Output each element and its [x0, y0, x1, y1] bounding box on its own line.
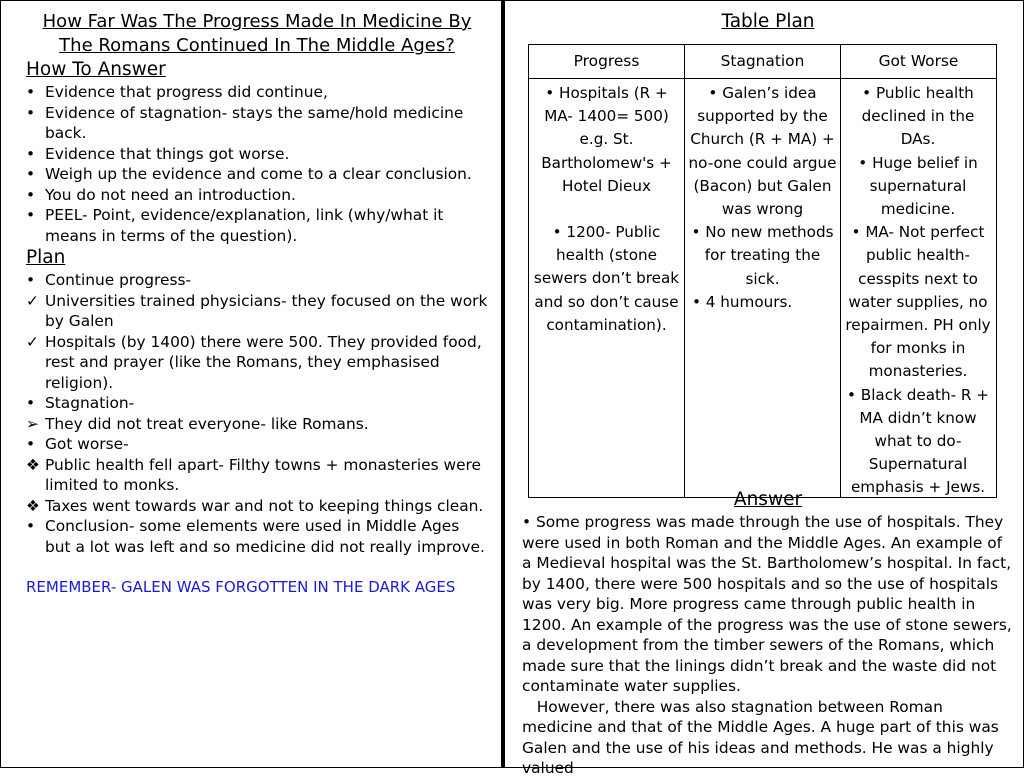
list-item: • Conclusion- some elements were used in Middle Ages but a lot was left and so medicine did not really improve. — [26, 517, 485, 556]
how-to-answer-heading: How To Answer — [26, 59, 166, 80]
list-item: • Hospitals (R + MA- 1400= 500) e.g. St. Bartholomew's + Hotel Dieux — [541, 84, 672, 195]
list-item: • 1200- Public health (stone sewers don’t break and so don’t cause contamination). — [533, 223, 680, 334]
column-divider-line — [840, 45, 841, 497]
list-item: ❖ Public health fell apart- Filthy towns + monasteries were limited to monks. — [26, 455, 482, 494]
list-item: • MA- Not perfect public health- cesspits next to water supplies, no repairmen. PH only for monks in monasteries. — [845, 223, 991, 381]
list-item: ✓ Universities trained physicians- they focused on the work by Galen — [26, 291, 488, 330]
list-item: ✓ Hospitals (by 1400) there were 500. They provided food, rest and prayer (like the Romans, they emphasised religion). — [26, 332, 482, 392]
answer-text — [522, 512, 1014, 779]
list-item: • 4 humours. — [692, 292, 793, 311]
list-item: • You do not need an introduction. — [26, 185, 296, 204]
answer-heading: Answer — [733, 489, 803, 510]
list-item: • Black death- R + MA didn’t know what to do- Supernatural emphasis + Jews. — [847, 385, 989, 497]
answer-paragraph: • Some progress was made through the use of hospitals. They were used in both Roman and the Middle Ages. An example of a Medieval hospital was the St. Bartholomew’s hospital. In fact, by 1400, there were 500 hospitals and so the use of hospitals was very big. More progress came through public health in 1200. An example of the progress was the use of stone sewers, a development from the timber sewers of the Romans, which made sure that the linings didn’t break and the waste did not contaminate water supplies. — [522, 513, 1012, 695]
header-stagnation: Stagnation — [720, 52, 805, 70]
bullet-icon: • — [26, 103, 36, 122]
check-icon: ✓ — [26, 332, 39, 351]
remember-note: REMEMBER- GALEN WAS FORGOTTEN IN THE DARK AGES — [26, 578, 456, 596]
bullet-icon: • — [26, 435, 36, 453]
how-to-answer-list — [26, 82, 488, 246]
plan-heading: Plan — [26, 247, 66, 268]
table-plan — [528, 44, 997, 498]
header-got-worse: Got Worse — [878, 52, 959, 70]
bullet-icon: • — [26, 185, 36, 204]
answer-paragraph: However, there was also stagnation between Roman medicine and that of the Middle Ages. A huge part of this was Galen and the use of his ideas and methods. He was a highly valued — [522, 697, 1004, 777]
bullet-icon: • — [26, 144, 36, 163]
page-title: How Far Was The Progress Made In Medicine By The Romans Continued In The Middle Ages? — [42, 11, 472, 56]
bullet-icon: • — [26, 517, 36, 535]
arrow-icon: ➢ — [26, 414, 39, 433]
list-item: • Evidence that progress did continue, — [26, 83, 328, 101]
list-item: • Evidence that things got worse. — [26, 144, 290, 163]
cell-progress — [533, 82, 680, 337]
list-item: ❖ Taxes went towards war and not to keeping things clean. — [26, 496, 484, 515]
list-item: • Got worse- — [26, 435, 129, 453]
list-item: • No new methods for treating the sick. — [691, 223, 834, 288]
list-item: • Huge belief in supernatural medicine. — [858, 153, 978, 219]
cell-got-worse — [843, 82, 993, 500]
diamond-icon: ❖ — [26, 496, 40, 515]
list-item: • Evidence of stagnation- stays the same/hold medicine back. — [26, 103, 464, 142]
list-item: • Weigh up the evidence and come to a clear conclusion. — [26, 165, 472, 183]
bullet-icon: • — [26, 83, 36, 101]
bullet-icon: • — [26, 165, 36, 183]
column-divider — [501, 0, 505, 768]
list-item: • PEEL- Point, evidence/explanation, link (why/what it means in terms of the question). — [26, 206, 444, 245]
bullet-icon: • — [26, 206, 36, 224]
list-item: • Public health declined in the DAs. — [861, 84, 975, 149]
left-column — [26, 10, 488, 598]
bullet-icon: • — [26, 271, 36, 289]
list-item: • Galen’s idea supported by the Church (R + MA) + no-one could argue (Bacon) but Galen was wrong — [688, 84, 837, 219]
list-item: ➢ They did not treat everyone- like Romans. — [26, 414, 369, 433]
list-item: • Continue progress- — [26, 271, 192, 289]
list-item: • Stagnation- — [26, 394, 135, 412]
bullet-icon: • — [26, 394, 36, 412]
check-icon: ✓ — [26, 291, 39, 310]
plan-list — [26, 270, 488, 557]
cell-stagnation — [688, 82, 837, 314]
diamond-icon: ❖ — [26, 455, 40, 474]
table-plan-title: Table Plan — [721, 11, 815, 32]
column-divider-line — [684, 45, 685, 497]
header-progress: Progress — [573, 52, 640, 70]
